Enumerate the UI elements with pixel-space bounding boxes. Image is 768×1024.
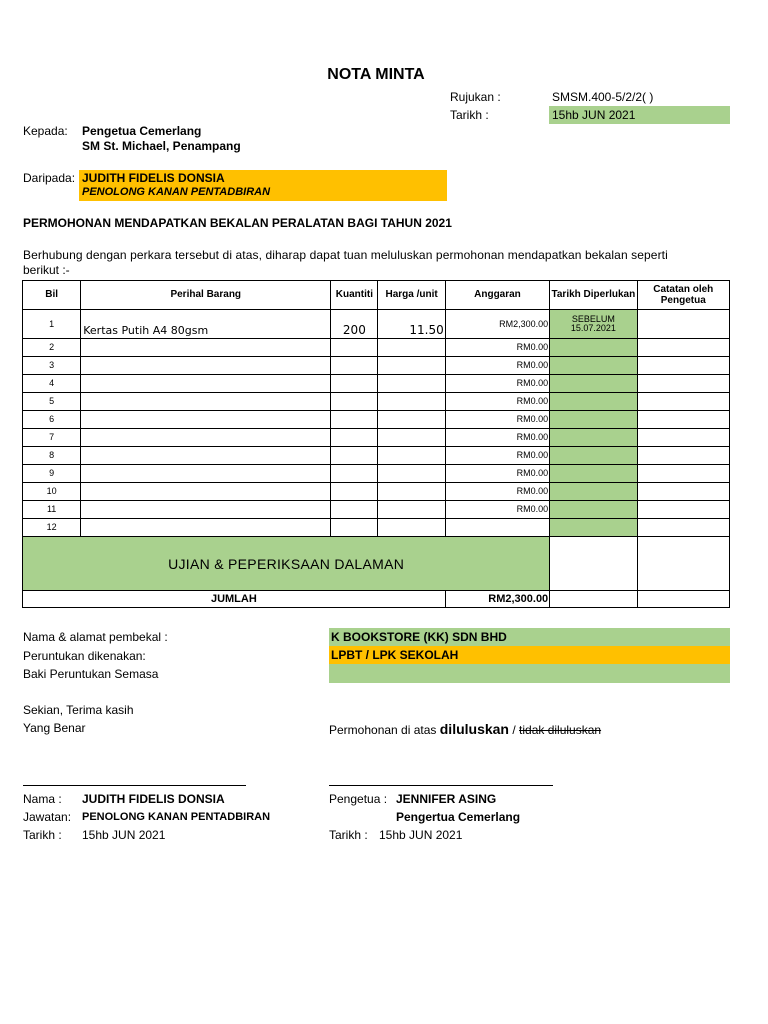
cell-tarikh (550, 339, 637, 357)
header-bil: Bil (23, 281, 81, 310)
cell-harga (378, 393, 445, 411)
cell-bil: 10 (23, 483, 81, 501)
cell-harga: 11.50 (378, 310, 445, 339)
cell-harga (378, 519, 445, 537)
table-row (23, 519, 730, 537)
cell-bil: 8 (23, 447, 81, 465)
closing-line2: Yang Benar (23, 721, 86, 735)
cell-harga (378, 465, 445, 483)
table-header-row (23, 281, 730, 310)
cell-anggaran: RM0.00 (445, 483, 549, 501)
table-row (23, 429, 730, 447)
cell-perihal (81, 375, 331, 393)
principal-title: Pengertua Cemerlang (396, 810, 521, 824)
cell-bil: 7 (23, 429, 81, 447)
cell-harga (378, 501, 445, 519)
principal-name: JENNIFER ASING (396, 792, 497, 806)
header-kuantiti: Kuantiti (331, 281, 378, 310)
cell-perihal: Kertas Putih A4 80gsm (81, 310, 331, 339)
cell-anggaran (445, 519, 549, 537)
approval-separator: / (512, 723, 516, 737)
tarikh-value-box (549, 106, 730, 124)
cell-catatan (637, 393, 729, 411)
cell-catatan (637, 519, 729, 537)
cell-anggaran: RM0.00 (445, 501, 549, 519)
cell-anggaran: RM0.00 (445, 411, 549, 429)
cell-catatan (637, 375, 729, 393)
tarikh-date: 15.07.2021 (570, 323, 616, 333)
cell-harga (378, 411, 445, 429)
total-row (23, 591, 730, 608)
cell-bil: 4 (23, 375, 81, 393)
kepada-label: Kepada: (23, 124, 68, 138)
closing-line1: Sekian, Terima kasih (23, 703, 134, 717)
cell-perihal (81, 429, 331, 447)
applicant-tarikh-label: Tarikh : (23, 828, 62, 842)
header-harga: Harga /unit (378, 281, 445, 310)
cell-harga (378, 483, 445, 501)
cell-anggaran: RM0.00 (445, 447, 549, 465)
balance-box (329, 664, 730, 683)
approval-approved: diluluskan (439, 721, 509, 737)
table-row (23, 465, 730, 483)
applicant-jawatan-value: PENOLONG KANAN PENTADBIRAN (82, 811, 271, 823)
tarikh-value: 15hb JUN 2021 (552, 108, 636, 122)
allocation-label: Peruntukan dikenakan: (23, 649, 146, 663)
page-title: NOTA MINTA (327, 66, 425, 83)
cell-anggaran: RM0.00 (445, 393, 549, 411)
principal-tarikh-value: 15hb JUN 2021 (379, 828, 463, 842)
exam-catatan-cell (637, 537, 729, 591)
cell-kuantiti (331, 465, 378, 483)
rujukan-value: SMSM.400-5/2/2( ) (552, 90, 654, 104)
intro-line1: Berhubung dengan perkara tersebut di atas, diharap dapat tuan meluluskan permohonan mendapatkan bekalan seperti (23, 248, 668, 262)
cell-catatan (637, 339, 729, 357)
approval-line (329, 721, 601, 737)
cell-kuantiti: 200 (331, 310, 378, 339)
cell-kuantiti (331, 519, 378, 537)
applicant-nama-label: Nama : (23, 792, 62, 806)
cell-tarikh (550, 393, 637, 411)
cell-tarikh (550, 357, 637, 375)
cell-harga (378, 339, 445, 357)
cell-perihal (81, 339, 331, 357)
cell-harga (378, 357, 445, 375)
daripada-name: JUDITH FIDELIS DONSIA (82, 171, 225, 185)
table-row (23, 501, 730, 519)
table-row (23, 375, 730, 393)
approval-rejected: tidak diluluskan (519, 723, 602, 737)
cell-bil: 2 (23, 339, 81, 357)
table-row (23, 447, 730, 465)
exam-row (23, 537, 730, 591)
cell-bil: 12 (23, 519, 81, 537)
table-row (23, 357, 730, 375)
cell-bil: 6 (23, 411, 81, 429)
cell-kuantiti (331, 483, 378, 501)
principal-label: Pengetua : (329, 792, 388, 806)
approval-prefix: Permohonan di atas (329, 723, 437, 737)
header-catatan: Catatan oleh Pengetua (637, 281, 729, 310)
cell-anggaran: RM0.00 (445, 357, 549, 375)
cell-kuantiti (331, 411, 378, 429)
cell-catatan (637, 465, 729, 483)
cell-harga (378, 429, 445, 447)
cell-tarikh (550, 519, 637, 537)
table-row (23, 310, 730, 339)
cell-kuantiti (331, 393, 378, 411)
exam-label: UJIAN & PEPERIKSAAN DALAMAN (23, 537, 550, 591)
cell-catatan (637, 429, 729, 447)
principal-signature-line (329, 785, 553, 786)
jumlah-value: RM2,300.00 (445, 591, 549, 608)
cell-kuantiti (331, 501, 378, 519)
cell-perihal (81, 465, 331, 483)
rujukan-label: Rujukan : (450, 90, 501, 104)
cell-kuantiti (331, 357, 378, 375)
applicant-nama-value: JUDITH FIDELIS DONSIA (82, 792, 225, 806)
table-row (23, 393, 730, 411)
total-tarikh-cell (550, 591, 637, 608)
cell-tarikh (550, 310, 637, 339)
balance-label: Baki Peruntukan Semasa (23, 667, 159, 681)
cell-perihal (81, 483, 331, 501)
cell-catatan (637, 501, 729, 519)
tarikh-label: Tarikh : (450, 108, 489, 122)
daripada-label: Daripada: (23, 171, 76, 185)
cell-kuantiti (331, 447, 378, 465)
total-catatan-cell (637, 591, 729, 608)
cell-perihal (81, 393, 331, 411)
allocation-value: LPBT / LPK SEKOLAH (331, 648, 459, 662)
subject-line: PERMOHONAN MENDAPATKAN BEKALAN PERALATAN BAGI TAHUN 2021 (23, 216, 452, 230)
tarikh-sebelum: SEBELUM (571, 313, 615, 324)
cell-bil: 1 (23, 310, 81, 339)
cell-perihal (81, 447, 331, 465)
cell-catatan (637, 411, 729, 429)
table-row (23, 411, 730, 429)
cell-tarikh (550, 429, 637, 447)
daripada-position: PENOLONG KANAN PENTADBIRAN (82, 186, 271, 198)
cell-kuantiti (331, 375, 378, 393)
cell-perihal (81, 411, 331, 429)
supplier-label: Nama & alamat pembekal : (23, 630, 168, 644)
cell-tarikh (550, 447, 637, 465)
header-perihal: Perihal Barang (81, 281, 331, 310)
cell-bil: 9 (23, 465, 81, 483)
cell-tarikh (550, 501, 637, 519)
cell-anggaran: RM0.00 (445, 429, 549, 447)
cell-perihal (81, 519, 331, 537)
cell-bil: 3 (23, 357, 81, 375)
header-tarikh: Tarikh Diperlukan (550, 281, 637, 310)
kepada-line1: Pengetua Cemerlang (82, 124, 202, 138)
cell-perihal (81, 501, 331, 519)
cell-catatan (637, 357, 729, 375)
items-table (22, 280, 730, 608)
cell-anggaran: RM0.00 (445, 465, 549, 483)
table-row (23, 339, 730, 357)
cell-anggaran: RM0.00 (445, 375, 549, 393)
supplier-value: K BOOKSTORE (KK) SDN BHD (331, 630, 507, 644)
cell-bil: 5 (23, 393, 81, 411)
jumlah-label: JUMLAH (23, 591, 446, 608)
cell-anggaran: RM2,300.00 (445, 310, 549, 339)
allocation-box (329, 646, 730, 664)
principal-tarikh-label: Tarikh : (329, 828, 368, 842)
intro-line2: berikut :- (23, 263, 70, 277)
header-anggaran: Anggaran (445, 281, 549, 310)
cell-bil: 11 (23, 501, 81, 519)
applicant-tarikh-value: 15hb JUN 2021 (82, 828, 166, 842)
cell-harga (378, 375, 445, 393)
cell-tarikh (550, 411, 637, 429)
cell-tarikh (550, 483, 637, 501)
cell-kuantiti (331, 339, 378, 357)
cell-harga (378, 447, 445, 465)
cell-tarikh (550, 375, 637, 393)
daripada-box (79, 170, 447, 201)
cell-kuantiti (331, 429, 378, 447)
cell-catatan (637, 483, 729, 501)
exam-tarikh-cell (550, 537, 637, 591)
cell-catatan (637, 447, 729, 465)
cell-anggaran: RM0.00 (445, 339, 549, 357)
supplier-box (329, 628, 730, 646)
table-row (23, 483, 730, 501)
kepada-line2: SM St. Michael, Penampang (82, 139, 241, 153)
cell-catatan (637, 310, 729, 339)
applicant-signature-line (23, 785, 246, 786)
applicant-jawatan-label: Jawatan: (23, 810, 72, 824)
cell-perihal (81, 357, 331, 375)
cell-tarikh (550, 465, 637, 483)
